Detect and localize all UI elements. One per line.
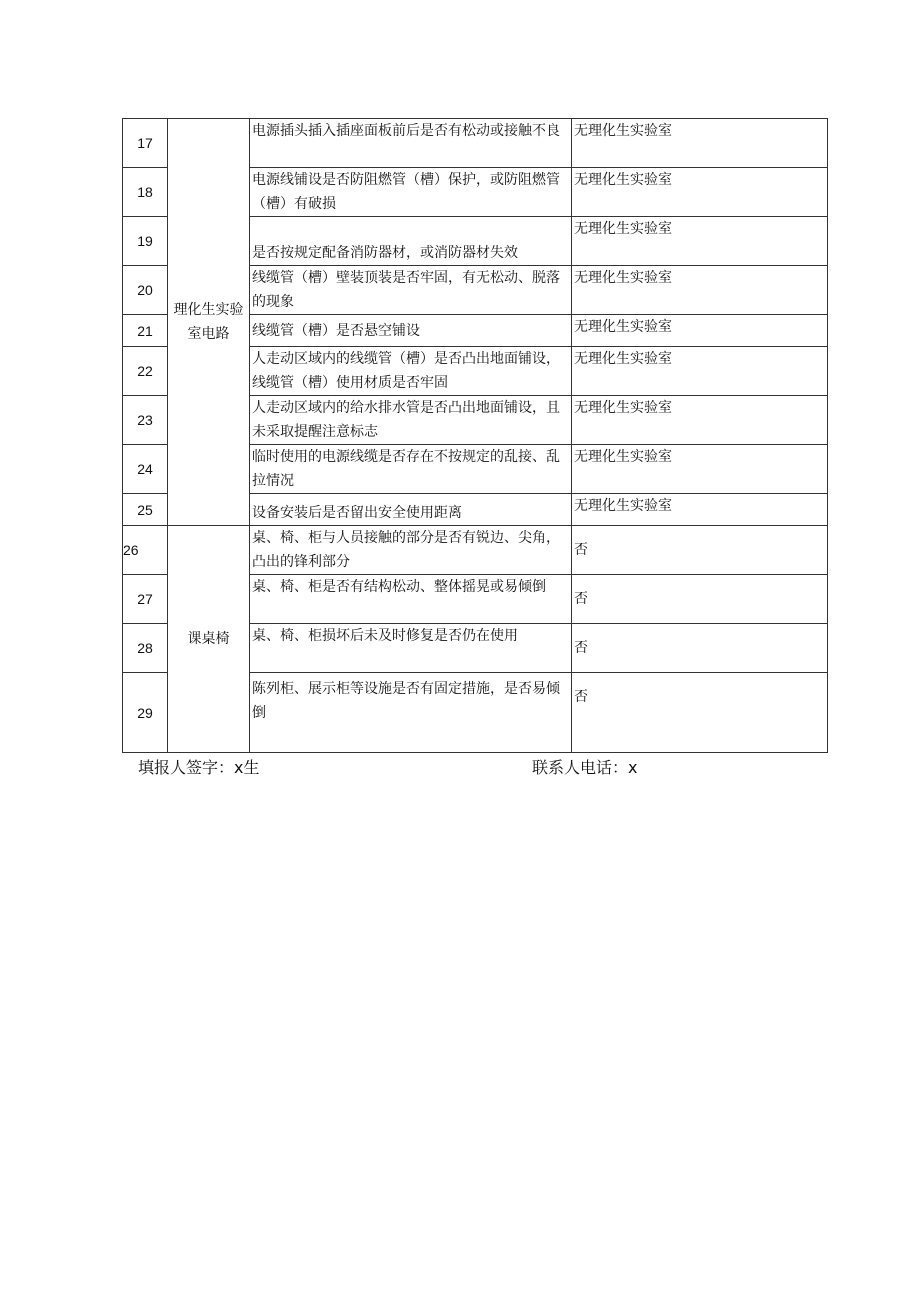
check-item: 桌、椅、柜与人员接触的部分是否有锐边、尖角，凸出的锋利部分 bbox=[250, 526, 572, 575]
check-result: 否 bbox=[572, 526, 828, 575]
signature-line bbox=[138, 757, 260, 779]
check-item: 人走动区域内的给水排水管是否凸出地面铺设，且未采取提醒注意标志 bbox=[250, 396, 572, 445]
signature-label: 填报人签字： bbox=[138, 758, 235, 777]
phone-line bbox=[532, 757, 637, 779]
row-number: 26 bbox=[123, 526, 168, 575]
phone-value: x bbox=[628, 758, 638, 777]
check-result: 无理化生实验室 bbox=[572, 396, 828, 445]
check-item: 是否按规定配备消防器材，或消防器材失效 bbox=[250, 217, 572, 266]
check-result: 无理化生实验室 bbox=[572, 266, 828, 315]
category-cell: 课桌椅 bbox=[168, 526, 250, 753]
check-item: 电源插头插入插座面板前后是否有松动或接触不良 bbox=[250, 119, 572, 168]
table-row bbox=[123, 526, 828, 575]
check-item: 设备安装后是否留出安全使用距离 bbox=[250, 494, 572, 526]
check-result: 无理化生实验室 bbox=[572, 347, 828, 396]
check-item: 电源线铺设是否防阻燃管（槽）保护，或防阻燃管（槽）有破损 bbox=[250, 168, 572, 217]
row-number: 22 bbox=[123, 347, 168, 396]
table-row bbox=[123, 119, 828, 168]
check-item: 陈列柜、展示柜等设施是否有固定措施，是否易倾倒 bbox=[250, 673, 572, 753]
check-result: 无理化生实验室 bbox=[572, 494, 828, 526]
row-number: 19 bbox=[123, 217, 168, 266]
check-item: 桌、椅、柜损坏后未及时修复是否仍在使用 bbox=[250, 624, 572, 673]
signature-value: x生 bbox=[234, 758, 260, 777]
check-result: 无理化生实验室 bbox=[572, 119, 828, 168]
check-result: 无理化生实验室 bbox=[572, 217, 828, 266]
category-cell: 理化生实验室电路 bbox=[168, 119, 250, 526]
check-result: 否 bbox=[572, 673, 828, 753]
check-result: 否 bbox=[572, 575, 828, 624]
check-result: 无理化生实验室 bbox=[572, 315, 828, 347]
row-number: 21 bbox=[123, 315, 168, 347]
check-item: 桌、椅、柜是否有结构松动、整体摇晃或易倾倒 bbox=[250, 575, 572, 624]
check-item: 线缆管（槽）壁装顶装是否牢固，有无松动、脱落的现象 bbox=[250, 266, 572, 315]
row-number: 29 bbox=[123, 673, 168, 753]
check-item: 线缆管（槽）是否悬空铺设 bbox=[250, 315, 572, 347]
row-number: 18 bbox=[123, 168, 168, 217]
inspection-table bbox=[122, 118, 828, 753]
check-item: 人走动区域内的线缆管（槽）是否凸出地面铺设，线缆管（槽）使用材质是否牢固 bbox=[250, 347, 572, 396]
phone-label: 联系人电话： bbox=[532, 758, 629, 777]
row-number: 28 bbox=[123, 624, 168, 673]
row-number: 17 bbox=[123, 119, 168, 168]
row-number: 27 bbox=[123, 575, 168, 624]
check-result: 否 bbox=[572, 624, 828, 673]
row-number: 20 bbox=[123, 266, 168, 315]
check-result: 无理化生实验室 bbox=[572, 445, 828, 494]
check-result: 无理化生实验室 bbox=[572, 168, 828, 217]
row-number: 25 bbox=[123, 494, 168, 526]
row-number: 24 bbox=[123, 445, 168, 494]
check-item: 临时使用的电源线缆是否存在不按规定的乱接、乱拉情况 bbox=[250, 445, 572, 494]
row-number: 23 bbox=[123, 396, 168, 445]
